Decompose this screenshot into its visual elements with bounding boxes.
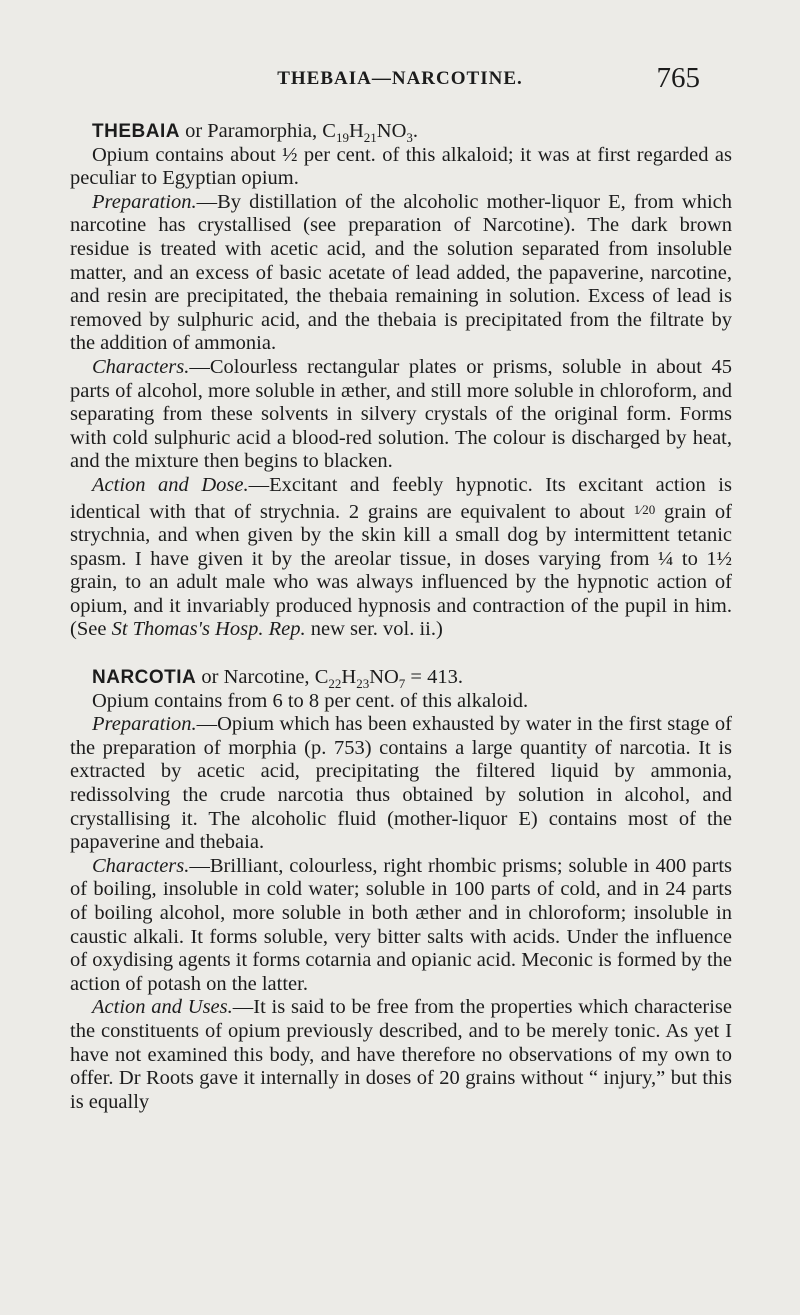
thebaia-preparation: Preparation.—By distillation of the alcoholic mother-liquor E, from which narcotine has crystallised (see preparation of Narcotine). The dark brown residue is treated with acetic acid, and the solution separated from insoluble matter, and an excess of basic acetate of lead added, the papaverine, narcotine, and resin are precipitated, the thebaia remaining in solution. Excess of lead is removed by sulphuric acid, and the thebaia is precipitated from the filtrate by the addition of ammonia. xyxy=(70,190,732,355)
thebaia-intro: Opium contains about ½ per cent. of this alkaloid; it was at first regarded as peculiar to Egyptian opium. xyxy=(70,143,732,190)
page-body xyxy=(70,120,732,1114)
narcotia-action-label: Action and Uses. xyxy=(92,996,233,1019)
narcotia-preparation: Preparation.—Opium which has been exhausted by water in the first stage of the preparation of morphia (p. 753) contains a large quantity of narcotia. It is extracted by acetic acid, precipitating the filtered liquid by ammonia, redissolving the crude narcotia thus obtained by solution in alcohol, and crystallising it. The alcoholic fluid (mother-liquor E) contains most of the papaverine and thebaia. xyxy=(70,713,732,854)
fraction-one-quarter: ¼ xyxy=(657,547,674,570)
fraction-one-half: ½ xyxy=(716,547,732,570)
narcotia-formula: $C_{22}H_{23}NO_7 = 413$. xyxy=(314,666,463,692)
narcotia-intro: Opium contains from 6 to 8 per cent. of this alkaloid. xyxy=(92,689,529,712)
thebaia-heading xyxy=(70,120,732,144)
narcotia-alt-name: or Narcotine, xyxy=(201,666,315,689)
narcotia-name: NARCOTIA xyxy=(92,667,197,689)
thebaia-characters: Characters.—Colourless rectangular plates or prisms, soluble in about 45 parts of alcohol, more soluble in æther, and still more soluble in chloroform, and separating from these solvents in silvery crystals of the original form. Forms with cold sulphuric acid a blood-red solution. The colour is discharged by heat, and the mixture then begins to blacken. xyxy=(70,355,732,473)
thebaia-alt-name: or Paramorphia, xyxy=(185,120,323,142)
running-title: THEBAIA—NARCOTINE. xyxy=(277,68,523,89)
section-spacer xyxy=(70,642,732,666)
fraction-one-twentieth: 1⁄20 xyxy=(633,501,656,517)
page-number: 765 xyxy=(656,62,700,94)
running-head xyxy=(0,62,800,102)
narcotia-characters: Characters.—Brilliant, colourless, right rhombic prisms; soluble in 400 parts of boiling, insoluble in cold water; soluble in 100 parts of cold, and in 24 parts of boiling alcohol, more soluble in both æther and in chloroform; insoluble in caustic alkali. It forms soluble, very bitter salts with acids. Under the influence of oxydising agents it forms cotarnia and opianic acid. Meconic is formed by the action of potash on the latter. xyxy=(70,854,732,995)
narcotia-preparation-label: Preparation. xyxy=(92,713,197,736)
narcotia-action: Action and Uses.—It is said to be free from the properties which characterise the constituents of opium previously described, and to be merely tonic. As yet I have not examined this body, and have therefore no observations of my own to offer. Dr Roots gave it internally in doses of 20 grains without “ injury,” but this is equally xyxy=(70,996,732,1113)
narcotia-heading xyxy=(70,666,732,690)
narcotia-characters-label: Characters. xyxy=(92,854,190,877)
thebaia-action: Action and Dose.—Excitant and feebly hypnotic. Its excitant action is identical with that of strychnia. 2 grains are equivalent to about 1⁄20 grain of strychnia, and when given by the skin kill a small dog by intermittent tetanic spasm. I have given it by the areolar tissue, in doses varying from ¼ to 1½ grain, to an adult male who was always influenced by the hypnotic action of opium, and it invariably produced hypnosis and contraction of the pupil in him. (See St Thomas's Hosp. Rep. new ser. vol. ii.) xyxy=(70,473,732,641)
reference-title: St Thomas's Hosp. Rep. xyxy=(111,618,306,641)
thebaia-action-label: Action and Dose. xyxy=(92,473,249,496)
thebaia-characters-label: Characters. xyxy=(92,355,190,378)
thebaia-name: THEBAIA xyxy=(92,121,180,142)
thebaia-preparation-label: Preparation. xyxy=(92,190,197,213)
thebaia-formula: $C_{19}H_{21}NO_3$. xyxy=(322,120,419,146)
